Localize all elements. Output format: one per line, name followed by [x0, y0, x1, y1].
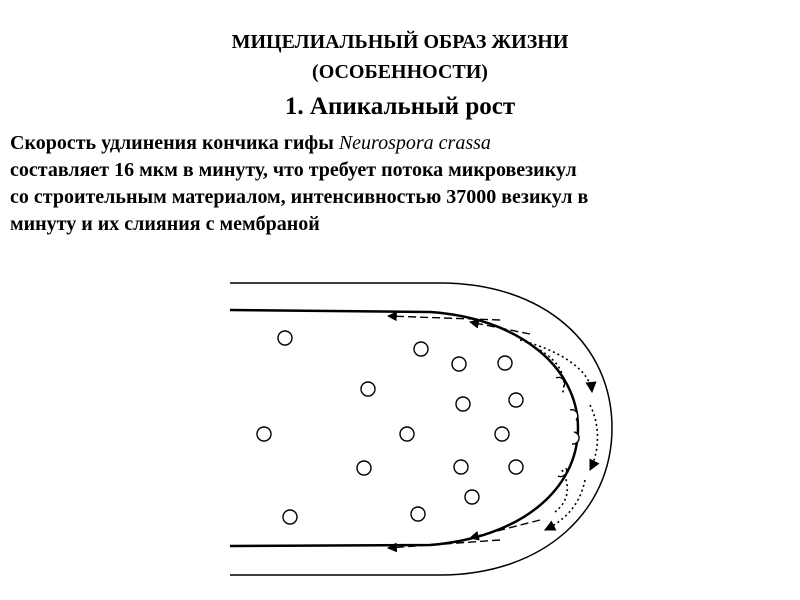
vesicle: [454, 460, 468, 474]
outer-cell-wall: [230, 283, 612, 575]
vesicle: [498, 356, 512, 370]
vesicle: [278, 331, 292, 345]
vesicle: [465, 490, 479, 504]
vesicle: [456, 397, 470, 411]
vesicle: [452, 357, 466, 371]
vesicle: [283, 510, 297, 524]
slide-subtitle: 1. Апикальный рост: [284, 93, 516, 120]
fusing-vesicles: [556, 377, 579, 476]
vesicle: [414, 342, 428, 356]
vesicle: [357, 461, 371, 475]
body-line-2: составляет 16 мкм в минуту, что требует потока микровезикул: [10, 159, 577, 181]
vesicle: [411, 507, 425, 521]
body-line-3: со строительным материалом, интенсивностью 37000 везикул в: [10, 186, 589, 208]
cytoplasmic-vesicles: [257, 331, 523, 524]
vesicle: [509, 393, 523, 407]
species-name: Neurospora crassa: [338, 132, 491, 154]
vesicle: [509, 460, 523, 474]
body-line-4: минуту и их слияния с мембраной: [10, 213, 320, 235]
vesicle: [400, 427, 414, 441]
vesicle: [257, 427, 271, 441]
tip-flow-arrows: [520, 340, 598, 530]
vesicle: [495, 427, 509, 441]
body-line-1-prefix: Скорость удлинения кончика гифы: [10, 132, 339, 154]
vesicle: [361, 382, 375, 396]
title-line-2: (ОСОБЕННОСТИ): [312, 61, 488, 83]
title-line-1: МИЦЕЛИАЛЬНЫЙ ОБРАЗ ЖИЗНИ: [231, 31, 569, 53]
